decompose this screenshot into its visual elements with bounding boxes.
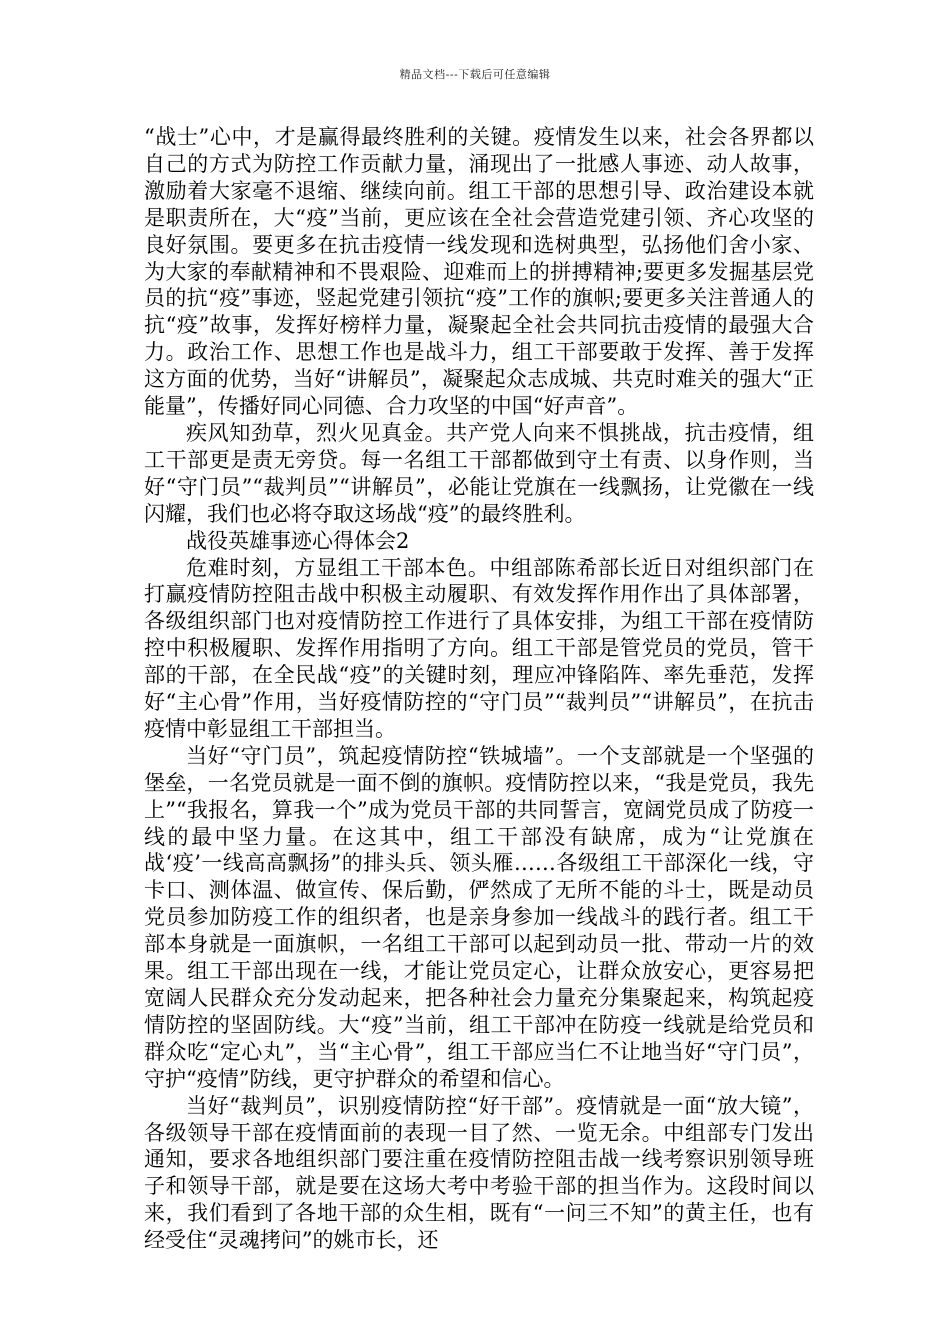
paragraph-4: 当好“守门员”，筑起疫情防控“铁城墙”。一个支部就是一个坚强的堡垒，一名党员就是一面不倒的旗帜。疫情防控以来，“我是党员，我先上”“我报名，算我一个”成为党员干部的共同誓言，宽阔党员成了防疫一线的最中坚力量。在这其中，组工干部没有缺席，成为“让党旗在战‘疫’一线高高飘扬”的排头兵、领头雁……各级组工干部深化一线，守卡口、测体温、做宣传、保后勤，俨然成了无所不能的斗士，既是动员党员参加防疫工作的组织者，也是亲身参加一线战斗的践行者。组工干部本身就是一面旗帜，一名组工干部可以起到动员一批、带动一片的效果。组工干部出现在一线，才能让党员定心，让群众放安心，更容易把宽阔人民群众充分发动起来，把各种社会力量充分集聚起来，构筑起疫情防控的坚固防线。大“疫”当前，组工干部冲在防疫一线就是给党员和群众吃“定心丸”，当“主心骨”，组工干部应当仁不让地当好“守门员”，守护“疫情”防线，更守护群众的希望和信心。	[144, 743, 814, 1091]
section-heading: 战役英雄事迹心得体会2	[186, 528, 410, 553]
paragraph-5: 当好“裁判员”，识别疫情防控“好干部”。疫情就是一面“放大镜”，各级领导干部在疫情面前的表现一目了然、一览无余。中组部专门发出通知，要求各地组织部门要注重在疫情防控阻击战一线考察识别领导班子和领导干部，就是要在这场大考中考验干部的担当作为。这段时间以来，我们看到了各地干部的众生相，既有“一问三不知”的黄主任，也有经受住“灵魂拷问”的姚市长，还	[144, 1093, 814, 1253]
paragraph-2: 疾风知劲草，烈火见真金。共产党人向来不惧挑战，抗击疫情，组工干部更是责无旁贷。每一名组工干部都做到守土有责、以身作则，当好“守门员”“裁判员”“讲解员”，必能让党旗在一线飘扬，让党徽在一线闪耀，我们也必将夺取这场战“疫”的最终胜利。	[144, 420, 814, 526]
page-header: 精品文档---下载后可任意编辑	[399, 68, 551, 81]
paragraph-3: 危难时刻，方显组工干部本色。中组部陈希部长近日对组织部门在打赢疫情防控阻击战中积极主动履职、有效发挥作用作出了具体部署，各级组织部门也对疫情防控工作进行了具体安排，为组工干部在疫情防控中积极履职、发挥作用指明了方向。组工干部是管党员的党员，管干部的干部，在全民战“疫”的关键时刻，理应冲锋陷阵、率先垂范，发挥好“主心骨”作用，当好疫情防控的“守门员”“裁判员”“讲解员”，在抗击疫情中彰显组工干部担当。	[144, 555, 814, 741]
document-body	[144, 124, 814, 1254]
paragraph-1: “战士”心中，才是赢得最终胜利的关键。疫情发生以来，社会各界都以自己的方式为防控工作贡献力量，涌现出了一批感人事迹、动人故事，激励着大家毫不退缩、继续向前。组工干部的思想引导、政治建设本就是职责所在，大“疫”当前，更应该在全社会营造党建引领、齐心攻坚的良好氛围。要更多在抗击疫情一线发现和选树典型，弘扬他们舍小家、为大家的奉献精神和不畏艰险、迎难而上的拼搏精神;要更多发掘基层党员的抗“疫”事迹，竖起党建引领抗“疫”工作的旗帜;要更多关注普通人的抗“疫”故事，发挥好榜样力量，凝聚起全社会共同抗击疫情的最强大合力。政治工作、思想工作也是战斗力，组工干部要敢于发挥、善于发挥这方面的优势，当好“讲解员”，凝聚起众志成城、共克时难关的强大“正能量”，传播好同心同德、合力攻坚的中国“好声音”。	[144, 125, 814, 419]
